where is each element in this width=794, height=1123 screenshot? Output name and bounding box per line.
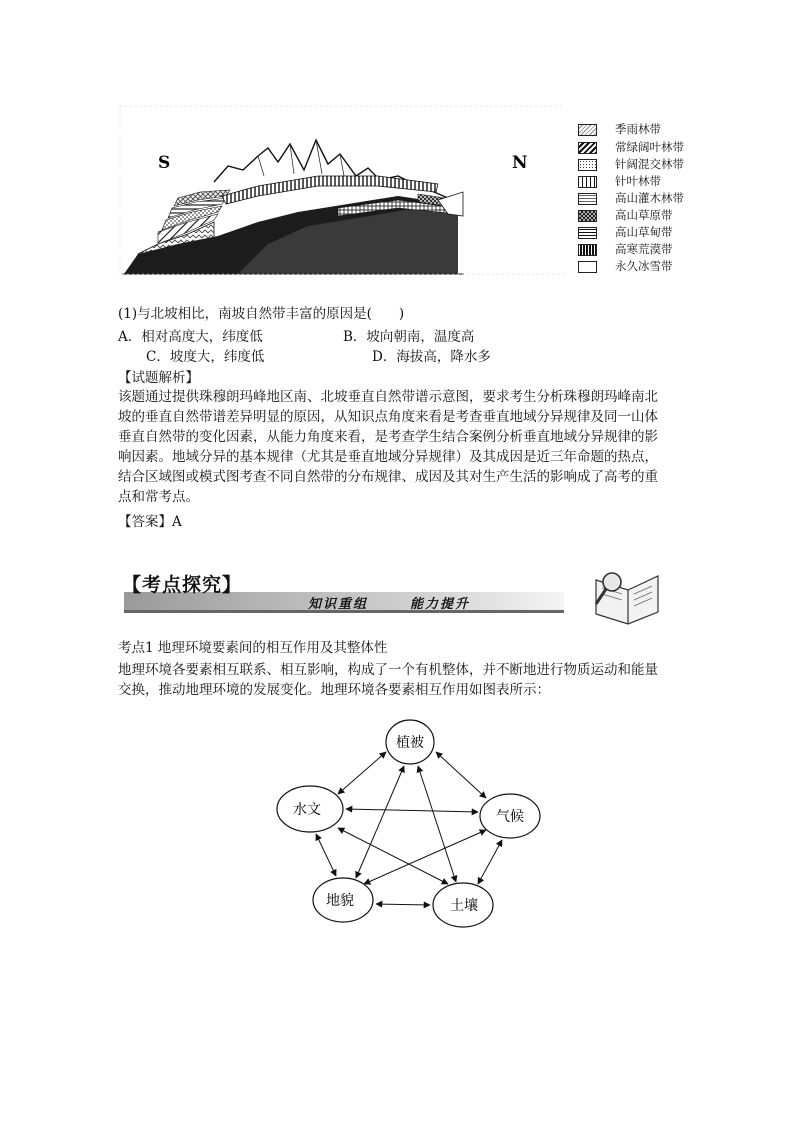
option-c: C．坡度大，纬度低 xyxy=(146,349,265,365)
element-interaction-diagram xyxy=(260,712,560,942)
analysis-line: 响因素。地域分异的基本规律（尤其是垂直地域分异规律）及其成因是近三年命题的热点， xyxy=(118,449,658,465)
legend-item: 高山草甸带 xyxy=(578,225,673,240)
node-landform-label: 地貌 xyxy=(326,893,354,909)
banner-title: 【考点探究】 xyxy=(122,574,243,596)
analysis-line: 该题通过提供珠穆朗玛峰地区南、北坡垂直自然带谱示意图，要求考生分析珠穆朗玛峰南北 xyxy=(118,389,658,405)
legend-item: 高山灌木林带 xyxy=(578,191,684,206)
node-vegetation-label: 植被 xyxy=(396,735,424,751)
analysis-line: 垂直自然带的变化因素，从能力角度来看，是考查学生结合案例分析垂直地域分异规律的影 xyxy=(118,429,658,445)
banner-sub-ability: 能力提升 xyxy=(410,597,471,612)
section-banner xyxy=(118,562,684,634)
legend-item: 高山草原带 xyxy=(578,208,673,223)
section-heading: 考点1 地理环境要素间的相互作用及其整体性 xyxy=(118,640,388,656)
option-a: A．相对高度大，纬度低 xyxy=(118,329,263,345)
legend-item: 永久冰雪带 xyxy=(578,259,673,274)
section-body xyxy=(118,660,683,700)
legend-item: 高寒荒漠带 xyxy=(578,242,673,257)
permanent-snow-swatch xyxy=(578,261,597,273)
answer-line: 【答案】A xyxy=(118,514,182,530)
coniferous-forest-swatch xyxy=(578,176,597,188)
section-line: 交换，推动地理环境的发展变化。地理环境各要素相互作用如图表所示： xyxy=(118,682,550,698)
south-label: S xyxy=(158,153,171,173)
legend-item: 季雨林带 xyxy=(578,122,661,137)
node-hydrology-label: 水文 xyxy=(293,802,321,818)
legend-item: 常绿阔叶林带 xyxy=(578,140,684,155)
alpine-desert-swatch xyxy=(578,244,597,256)
analysis-body xyxy=(118,387,683,507)
mixed-forest-swatch xyxy=(578,159,597,171)
analysis-line: 坡的垂直自然带谱差异明显的原因，从知识点角度来看是考查垂直地域分异规律及同一山体 xyxy=(118,409,658,425)
section-line: 地理环境各要素相互联系、相互影响，构成了一个有机整体，并不断地进行物质运动和能量 xyxy=(118,662,658,678)
analysis-line: 结合区域图或模式图考查不同自然带的分布规律、成因及其对生产生活的影响成了高考的重 xyxy=(118,469,658,485)
question-stem: (1)与北坡相比，南坡自然带丰富的原因是( ) xyxy=(118,306,405,322)
node-climate-label: 气候 xyxy=(496,809,524,825)
monsoon-forest-swatch xyxy=(578,124,597,136)
option-d: D．海拔高，降水多 xyxy=(372,349,491,365)
evergreen-broadleaf-swatch xyxy=(578,142,597,154)
alpine-meadow-swatch xyxy=(578,227,597,239)
legend-item: 针阔混交林带 xyxy=(578,157,684,172)
node-soil-label: 土壤 xyxy=(450,898,478,914)
banner-sub-knowledge: 知识重组 xyxy=(308,597,369,612)
alpine-steppe-swatch xyxy=(578,210,597,222)
alpine-shrub-swatch xyxy=(578,193,597,205)
analysis-line: 点和常考点。 xyxy=(118,489,199,505)
vertical-zone-profile-figure xyxy=(118,104,564,276)
north-label: N xyxy=(512,153,528,173)
book-magnifier-icon xyxy=(596,573,658,624)
option-b: B．坡向朝南，温度高 xyxy=(343,329,475,345)
analysis-heading: 【试题解析】 xyxy=(118,370,199,386)
legend-item: 针叶林带 xyxy=(578,174,661,189)
